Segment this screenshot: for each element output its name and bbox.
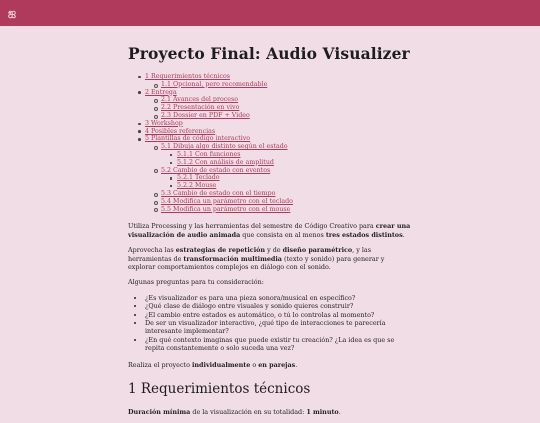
top-bar bbox=[0, 0, 540, 26]
emphasis: 1 minuto bbox=[306, 408, 339, 417]
text: , y las herramientas de bbox=[128, 246, 372, 263]
emphasis: Duración mínima bbox=[128, 408, 191, 417]
toc-item bbox=[177, 174, 411, 182]
toc-item bbox=[161, 143, 411, 166]
list-item: • De ser un visualizador interactivo, ¿qué tipo de interacciones te parecería interesante implementar? bbox=[145, 319, 411, 336]
emphasis: estrategias de repetición bbox=[175, 246, 266, 255]
text: Aprovecha las bbox=[128, 246, 176, 255]
text: . bbox=[295, 360, 298, 369]
toc-link-5-1-2[interactable]: 5.1.2 Con análisis de amplitud bbox=[177, 158, 274, 166]
toc-link-2-3[interactable]: 2.3 Dossier en PDF + Video bbox=[161, 111, 250, 119]
section-heading: 1 Requerimientos técnicos bbox=[128, 381, 311, 398]
toc-item bbox=[161, 81, 411, 89]
toc-link-5-1[interactable]: 5.1 Dibuja algo distinto según el estado bbox=[161, 143, 288, 151]
toc-link-2-2[interactable]: 2.2 Presentación en vivo bbox=[161, 104, 240, 112]
emphasis: tres estados distintos bbox=[325, 230, 403, 239]
strategy-paragraph bbox=[128, 246, 411, 271]
text: (texto y sonido) para generar y explorar comportamientos complejos en diálogo con el sonido. bbox=[128, 254, 385, 271]
toc-link-4[interactable]: 4 Posibles referencias bbox=[145, 127, 216, 135]
questions-list bbox=[128, 294, 411, 353]
toc-link-1[interactable]: 1 Requerimientos técnicos bbox=[145, 73, 231, 80]
toc-item bbox=[161, 190, 411, 198]
toc-link-3[interactable]: 3 Workshop bbox=[145, 119, 183, 127]
main-content bbox=[128, 26, 411, 423]
site-logo-icon[interactable]: ஐ bbox=[8, 7, 17, 19]
intro-paragraph bbox=[128, 222, 411, 239]
toc-link-5-2[interactable]: 5.2 Cambio de estado con eventos bbox=[161, 166, 271, 174]
toc-link-5-2-2[interactable]: 5.2.2 Mouse bbox=[177, 182, 217, 190]
questions-intro: Algunas preguntas para tu consideración: bbox=[128, 278, 264, 287]
toc-item bbox=[161, 198, 411, 206]
toc-link-5-1-1[interactable]: 5.1.1 Con funciones bbox=[177, 150, 241, 158]
toc-link-5-4[interactable]: 5.4 Modifica un parámetro con el teclado bbox=[161, 197, 293, 205]
toc-item bbox=[177, 159, 411, 167]
toc-item bbox=[145, 120, 411, 128]
page-title: Proyecto Final: Audio Visualizer bbox=[128, 44, 410, 63]
emphasis: crear una visualización de audio animada bbox=[128, 222, 411, 239]
toc-item bbox=[177, 151, 411, 159]
text: que consista en al menos bbox=[240, 230, 326, 239]
emphasis: en parejas bbox=[258, 360, 296, 369]
toc-link-1-1[interactable]: 1.1 Opcional, pero recomendable bbox=[161, 80, 268, 88]
list-item: • ¿El cambio entre estados es automático, o tú lo controlas al momento? bbox=[145, 311, 411, 319]
table-of-contents bbox=[128, 73, 411, 213]
list-item: • ¿Qué clase de diálogo entre visuales y sonido quieres construir? bbox=[145, 302, 411, 310]
duration-paragraph bbox=[128, 408, 411, 416]
toc-item bbox=[145, 73, 411, 89]
list-item: • ¿Es visualizador es para una pieza sonora/musical en específico? bbox=[145, 294, 411, 302]
toc-item bbox=[145, 135, 411, 213]
toc-link-2[interactable]: 2 Entrega bbox=[145, 88, 177, 96]
toc-item bbox=[161, 112, 411, 120]
toc-item bbox=[161, 206, 411, 214]
list-item: • ¿En qué contexto imaginas que puede existir tu creación? ¿La idea es que se repita constantemente o solo suceda una vez? bbox=[145, 336, 411, 353]
toc-link-5-2-1[interactable]: 5.2.1 Teclado bbox=[177, 174, 220, 182]
toc-item bbox=[161, 104, 411, 112]
text: o bbox=[250, 360, 259, 369]
emphasis: diseño paramétrico bbox=[282, 246, 353, 255]
toc-link-5-5[interactable]: 5.5 Modifica un parámetro con el mouse bbox=[161, 205, 291, 213]
toc-link-2-1[interactable]: 2.1 Avances del proceso bbox=[161, 96, 239, 104]
emphasis: individualmente bbox=[191, 360, 251, 369]
text: . bbox=[338, 408, 341, 417]
toc-item bbox=[177, 182, 411, 190]
text: Realiza el proyecto bbox=[128, 360, 192, 369]
toc-item bbox=[145, 89, 411, 120]
text: . bbox=[402, 230, 405, 239]
toc-item bbox=[161, 96, 411, 104]
toc-item bbox=[161, 167, 411, 190]
toc-link-5[interactable]: 5 Plantillas de código interactivo bbox=[145, 135, 251, 143]
text: y de bbox=[265, 246, 283, 255]
team-paragraph bbox=[128, 361, 411, 369]
emphasis: transformación multimedia bbox=[183, 254, 282, 263]
toc-link-5-3[interactable]: 5.3 Cambio de estado con el tiempo bbox=[161, 189, 276, 197]
toc-item bbox=[145, 128, 411, 136]
text: Utiliza Processing y las herramientas del semestre de Código Creativo para bbox=[128, 222, 376, 231]
text: de la visualización en su totalidad: bbox=[190, 408, 307, 417]
